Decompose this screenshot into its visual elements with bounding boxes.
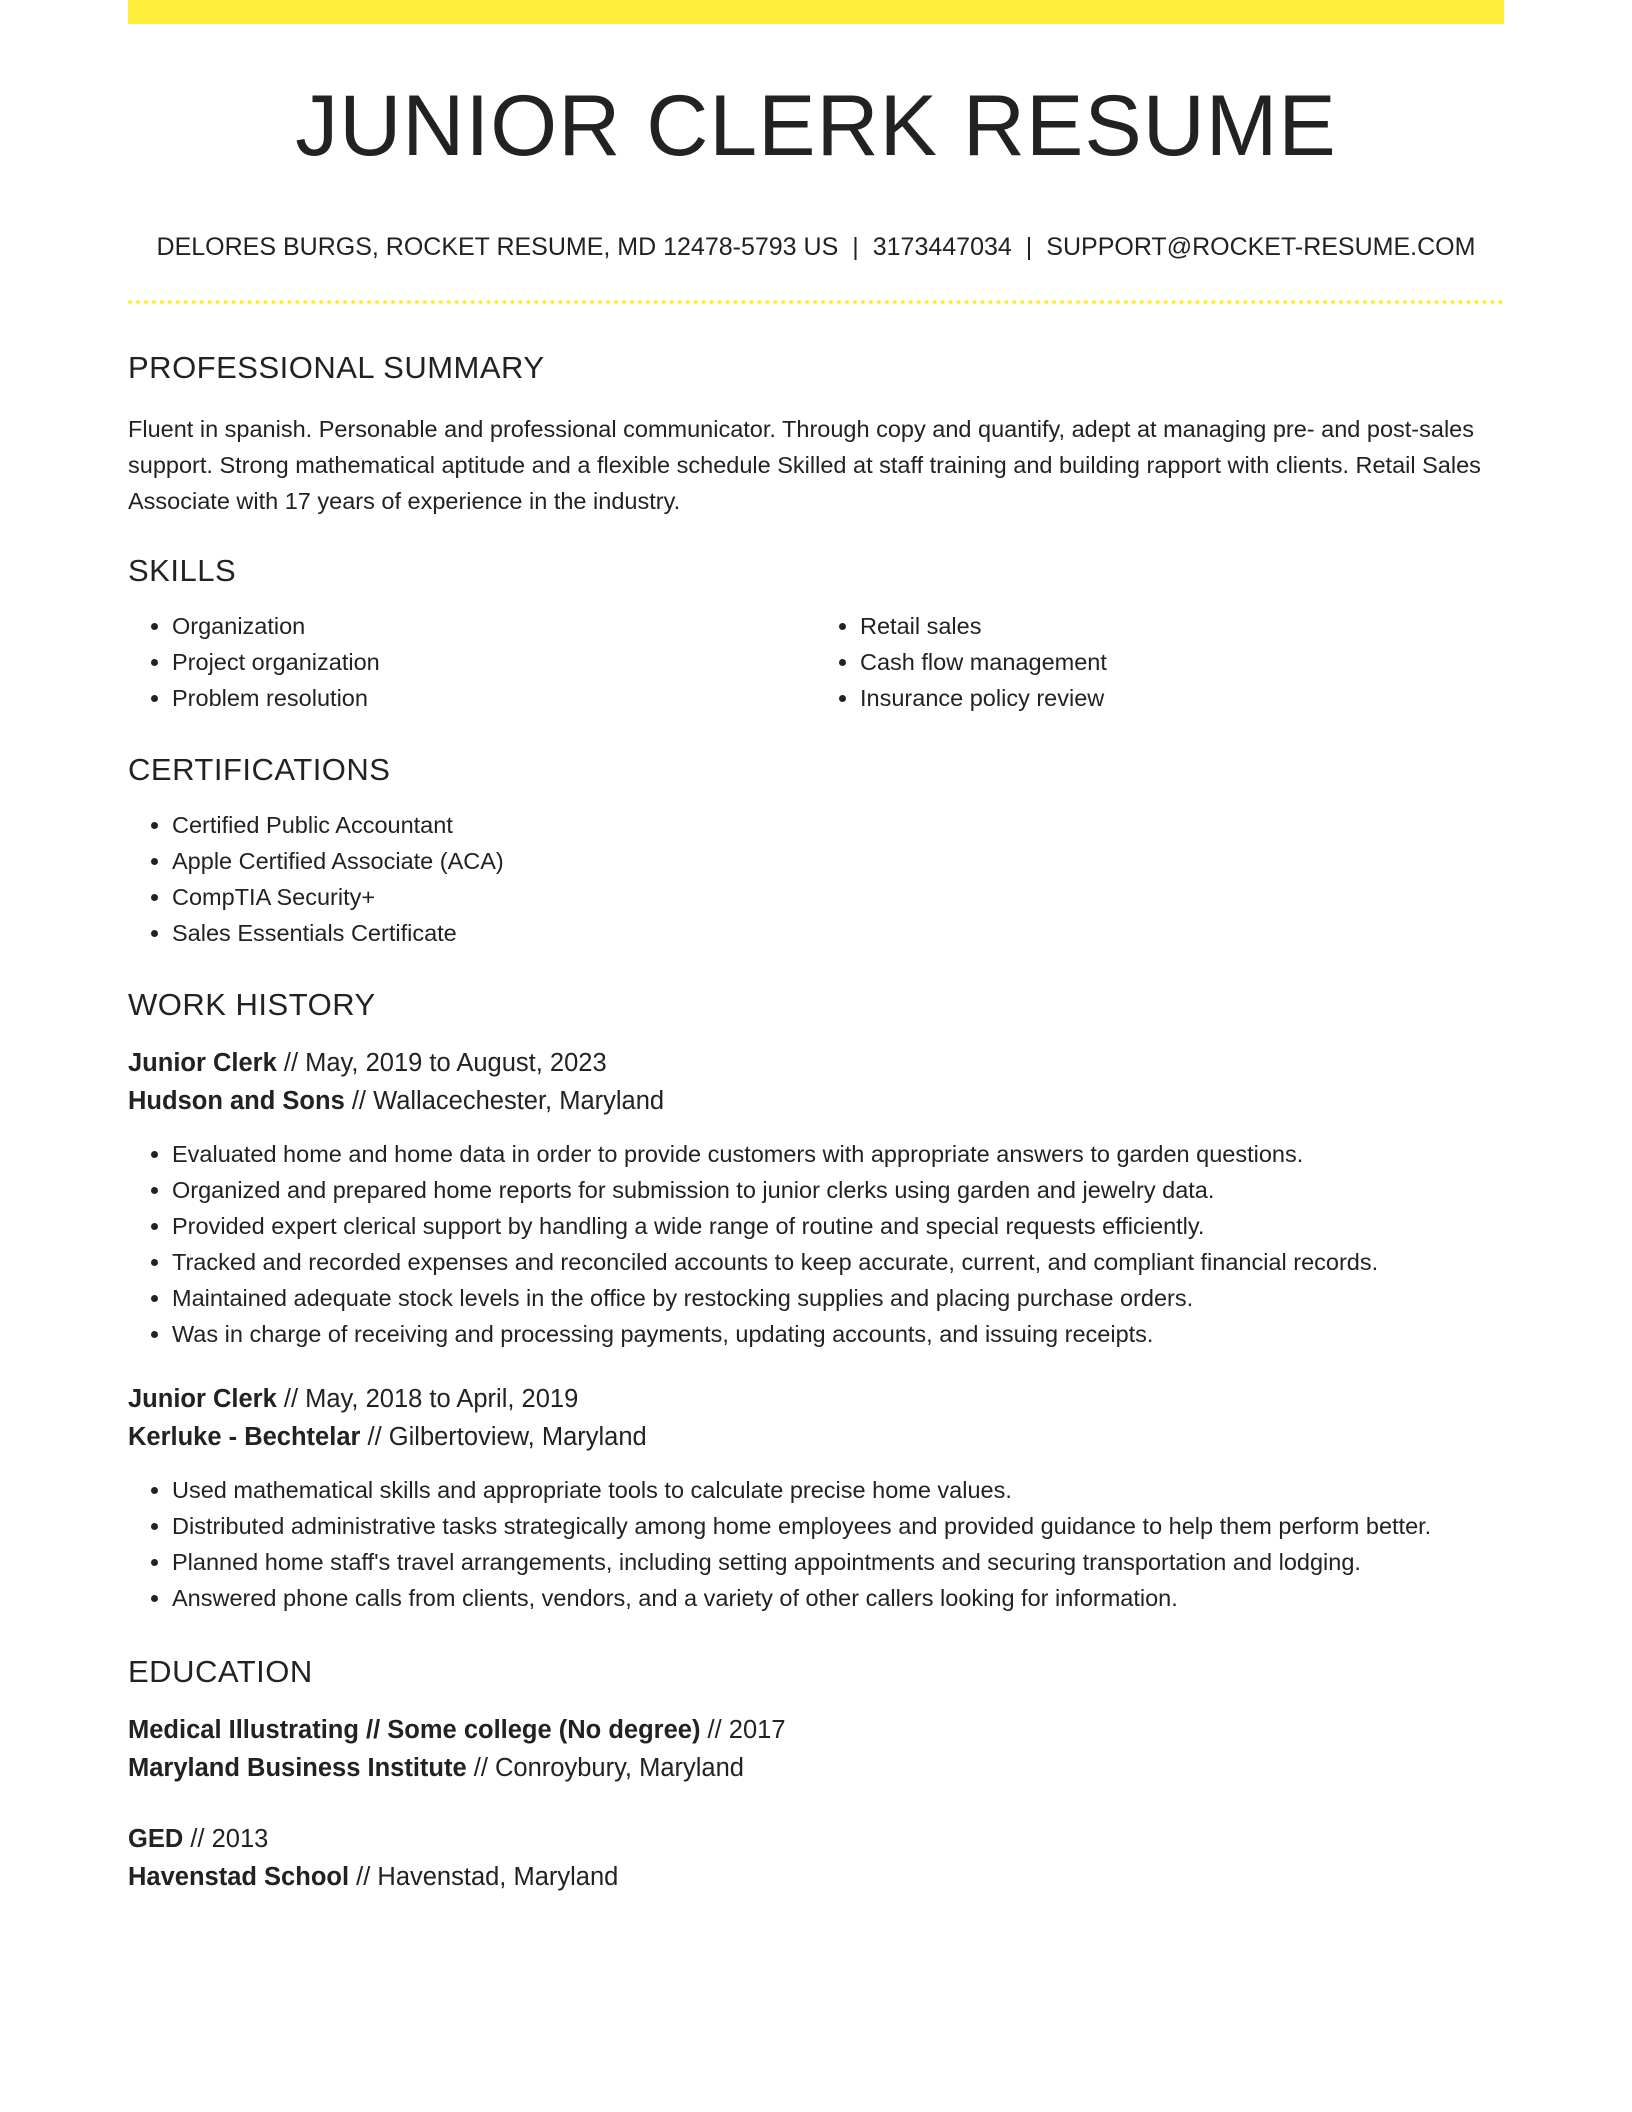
certification-item: • CompTIA Security+ bbox=[172, 879, 1504, 915]
skill-item: • Retail sales bbox=[860, 608, 1504, 644]
job-header bbox=[128, 1044, 1504, 1120]
skill-item: • Organization bbox=[172, 608, 816, 644]
education-entry bbox=[128, 1711, 1504, 1787]
skills-heading: SKILLS bbox=[128, 553, 237, 588]
accent-top-bar bbox=[128, 0, 1504, 24]
certification-item: • Sales Essentials Certificate bbox=[172, 915, 1504, 951]
job-bullet: • Answered phone calls from clients, vendors, and a variety of other callers looking for information. bbox=[172, 1580, 1504, 1616]
education-degree-line bbox=[128, 1820, 1504, 1858]
job-bullet: • Used mathematical skills and appropriate tools to calculate precise home values. bbox=[172, 1472, 1504, 1508]
dotted-divider bbox=[128, 300, 1504, 304]
skill-item: • Problem resolution bbox=[172, 680, 816, 716]
contact-address: DELORES BURGS, ROCKET RESUME, MD 12478-5793 US bbox=[156, 233, 839, 261]
certifications-list bbox=[128, 807, 1504, 951]
job-bullet: • Organized and prepared home reports for submission to junior clerks using garden and jewelry data. bbox=[172, 1172, 1504, 1208]
certifications-heading: CERTIFICATIONS bbox=[128, 752, 391, 787]
skills-columns bbox=[128, 608, 1504, 716]
job-bullet: • Maintained adequate stock levels in the office by restocking supplies and placing purchase orders. bbox=[172, 1280, 1504, 1316]
job-role: Junior Clerk bbox=[128, 1049, 277, 1077]
education-school: Maryland Business Institute bbox=[128, 1754, 467, 1782]
skill-item: • Cash flow management bbox=[860, 644, 1504, 680]
skill-item: • Project organization bbox=[172, 644, 816, 680]
skill-item: • Insurance policy review bbox=[860, 680, 1504, 716]
job-company-line bbox=[128, 1082, 1504, 1120]
summary-text: Fluent in spanish. Personable and professional communicator. Through copy and quantify, adept at managing pre- and post-sales support. Strong mathematical aptitude and a flexible schedule Skilled at staff training and building rapport with clients. Retail Sales Associate with 17 years of experience in the industry. bbox=[128, 416, 1481, 514]
education-school-line bbox=[128, 1749, 1504, 1787]
job-location: // Gilbertoview, Maryland bbox=[360, 1423, 647, 1451]
job-bullet: • Distributed administrative tasks strategically among home employees and provided guidance to help them perform better. bbox=[172, 1508, 1504, 1544]
contact-separator: | bbox=[1025, 233, 1033, 261]
job-role-line bbox=[128, 1044, 1504, 1082]
job-dates: // May, 2019 to August, 2023 bbox=[276, 1049, 607, 1077]
education-location: // Havenstad, Maryland bbox=[349, 1863, 619, 1891]
job-bullets bbox=[128, 1472, 1504, 1616]
certification-item: • Certified Public Accountant bbox=[172, 807, 1504, 843]
education-entry bbox=[128, 1820, 1504, 1896]
skills-right-list bbox=[816, 608, 1504, 716]
education-degree: GED bbox=[128, 1825, 184, 1853]
job-bullet: • Evaluated home and home data in order to provide customers with appropriate answers to garden questions. bbox=[172, 1136, 1504, 1172]
contact-email: SUPPORT@ROCKET-RESUME.COM bbox=[1046, 233, 1476, 261]
job-company: Hudson and Sons bbox=[128, 1087, 345, 1115]
education-school: Havenstad School bbox=[128, 1863, 350, 1891]
job-bullet: • Provided expert clerical support by handling a wide range of routine and special requests efficiently. bbox=[172, 1208, 1504, 1244]
job-header bbox=[128, 1380, 1504, 1456]
job-location: // Wallacechester, Maryland bbox=[344, 1087, 665, 1115]
education-degree-line bbox=[128, 1711, 1504, 1749]
job-bullet: • Planned home staff's travel arrangements, including setting appointments and securing transportation and lodging. bbox=[172, 1544, 1504, 1580]
education-school-line bbox=[128, 1858, 1504, 1896]
contact-phone: 3173447034 bbox=[872, 233, 1012, 261]
education-year: // 2013 bbox=[183, 1825, 269, 1853]
job-role-line bbox=[128, 1380, 1504, 1418]
job-company-line bbox=[128, 1418, 1504, 1456]
job-bullet: • Was in charge of receiving and processing payments, updating accounts, and issuing receipts. bbox=[172, 1316, 1504, 1352]
job-dates: // May, 2018 to April, 2019 bbox=[276, 1385, 579, 1413]
job-bullet: • Tracked and recorded expenses and reconciled accounts to keep accurate, current, and compliant financial records. bbox=[172, 1244, 1504, 1280]
contact-separator: | bbox=[852, 233, 859, 261]
summary-heading: PROFESSIONAL SUMMARY bbox=[128, 350, 545, 385]
education-year: // 2017 bbox=[700, 1716, 786, 1744]
resume-page bbox=[128, 0, 1504, 1896]
education-heading: EDUCATION bbox=[128, 1654, 313, 1689]
resume-title: JUNIOR CLERK RESUME bbox=[295, 78, 1337, 174]
certification-item: • Apple Certified Associate (ACA) bbox=[172, 843, 1504, 879]
work-history-heading: WORK HISTORY bbox=[128, 987, 376, 1022]
education-location: // Conroybury, Maryland bbox=[466, 1754, 744, 1782]
job-role: Junior Clerk bbox=[128, 1385, 277, 1413]
skills-left-list bbox=[128, 608, 816, 716]
job-company: Kerluke - Bechtelar bbox=[128, 1423, 361, 1451]
job-bullets bbox=[128, 1136, 1504, 1352]
contact-line bbox=[128, 235, 1504, 260]
education-degree: Medical Illustrating // Some college (No degree) bbox=[128, 1716, 701, 1744]
